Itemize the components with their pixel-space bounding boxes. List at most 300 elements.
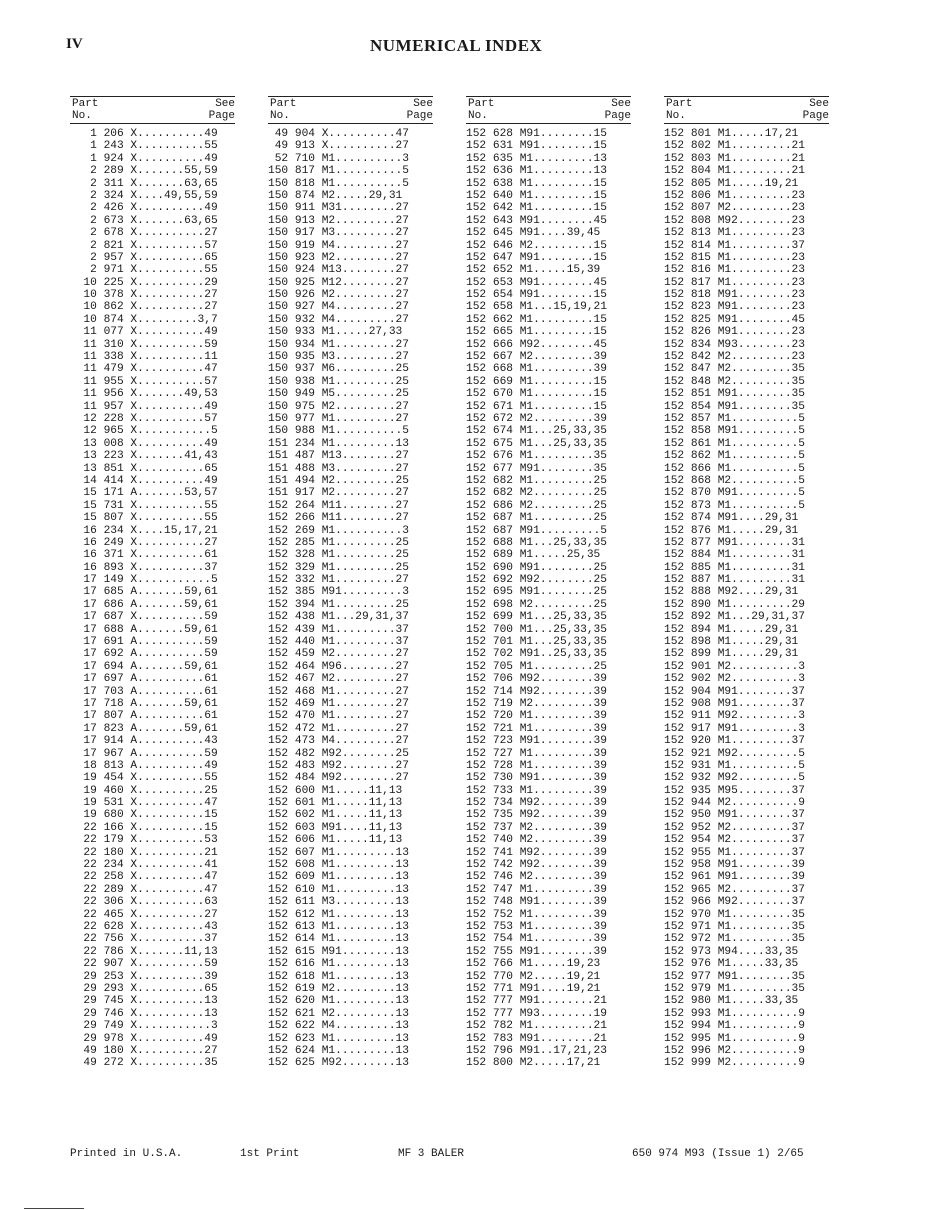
index-entry: 152 653 M91........45 [466, 276, 607, 289]
index-entry: 22 258 X..........47 [70, 871, 218, 884]
index-entry: 152 702 M91..25,33,35 [466, 648, 607, 661]
index-entry: 152 672 M2.........39 [466, 412, 607, 425]
header-see-page: See Page [802, 98, 829, 122]
index-entry: 152 842 M2.........23 [664, 351, 805, 364]
index-entry: 152 611 M3.........13 [268, 896, 409, 909]
index-entry: 152 854 M91........35 [664, 400, 805, 413]
index-entry: 152 701 M1...25,33,35 [466, 636, 607, 649]
index-entry: 152 647 M91........15 [466, 251, 607, 264]
index-entry: 152 682 M1.........25 [466, 474, 607, 487]
index-entry: 152 771 M91....19,21 [466, 982, 601, 995]
index-entry: 152 636 M1.........13 [466, 165, 607, 178]
index-entry: 152 620 M1.........13 [268, 995, 409, 1008]
index-entry: 13 851 X..........65 [70, 462, 218, 475]
index-entry: 152 892 M1...29,31,37 [664, 611, 805, 624]
index-rows [268, 124, 433, 1070]
index-entry: 17 823 A.......59,61 [70, 722, 218, 735]
index-entry: 150 975 M2.........27 [268, 400, 409, 413]
index-entry: 152 654 M91........15 [466, 289, 607, 302]
index-entry: 150 911 M31........27 [268, 202, 409, 215]
index-entry: 17 692 A..........59 [70, 648, 218, 661]
index-entry: 150 924 M13........27 [268, 264, 409, 277]
index-entry: 152 999 M2..........9 [664, 1057, 805, 1070]
index-entry: 152 973 M94....33,35 [664, 945, 799, 958]
index-entry: 152 645 M91....39,45 [466, 227, 601, 240]
index-entry: 22 907 X..........59 [70, 958, 218, 971]
index-entry: 152 602 M1.....11,13 [268, 809, 403, 822]
index-entry: 22 289 X..........47 [70, 883, 218, 896]
index-entry: 152 440 M1.........37 [268, 636, 409, 649]
index-entry: 152 328 M1.........25 [268, 549, 409, 562]
index-entry: 29 978 X..........49 [70, 1032, 218, 1045]
index-entry: 152 721 M1.........39 [466, 722, 607, 735]
index-entry: 152 646 M2.........15 [466, 239, 607, 252]
index-entry: 152 635 M1.........13 [466, 152, 607, 165]
column-header [70, 96, 235, 124]
index-entry: 152 706 M92........39 [466, 673, 607, 686]
index-entry: 152 464 M96........27 [268, 660, 409, 673]
index-entry: 152 613 M1.........13 [268, 921, 409, 933]
index-entry: 152 600 M1.....11,13 [268, 784, 403, 797]
index-entry: 152 815 M1.........23 [664, 251, 805, 264]
index-entry: 152 958 M91........39 [664, 859, 805, 872]
index-entry: 17 149 X...........5 [70, 574, 218, 587]
index-entry: 152 687 M91.........5 [466, 524, 607, 537]
index-entry: 152 601 M1.....11,13 [268, 797, 403, 810]
page-title: NUMERICAL INDEX [370, 36, 543, 55]
index-entry: 19 680 X..........15 [70, 809, 218, 822]
index-entry: 152 735 M92........39 [466, 809, 607, 822]
index-entry: 152 730 M91........39 [466, 772, 607, 785]
index-entry: 150 913 M2.........27 [268, 214, 409, 227]
index-entry: 152 904 M91........37 [664, 685, 805, 698]
index-entry: 152 826 M91........23 [664, 326, 805, 339]
index-entry: 12 965 X...........5 [70, 425, 218, 438]
index-entry: 152 689 M1.....25,35 [466, 549, 601, 562]
index-entry: 152 920 M1.........37 [664, 735, 805, 748]
index-entry: 10 874 X.........3,7 [70, 313, 218, 326]
index-entry: 152 800 M2.....17,21 [466, 1057, 601, 1070]
index-entry: 19 460 X..........25 [70, 784, 218, 797]
index-entry: 152 808 M92........23 [664, 214, 805, 227]
index-entry: 151 917 M2.........27 [268, 487, 409, 500]
header-part: Part No. [270, 98, 297, 122]
index-entry: 152 665 M1.........15 [466, 326, 607, 339]
index-entry: 152 755 M91........39 [466, 945, 607, 958]
index-entry: 152 857 M1..........5 [664, 412, 805, 425]
index-entry: 22 179 X..........53 [70, 834, 218, 847]
index-entry: 150 917 M3.........27 [268, 227, 409, 240]
index-entry: 152 966 M92........37 [664, 896, 805, 909]
index-entry: 152 921 M92.........5 [664, 747, 805, 760]
index-entry: 152 995 M1..........9 [664, 1032, 805, 1045]
index-entry: 49 272 X..........35 [70, 1057, 218, 1070]
index-entry: 152 777 M91........21 [466, 995, 607, 1008]
index-entry: 152 873 M1..........5 [664, 499, 805, 512]
index-entry: 152 911 M92.........3 [664, 710, 805, 723]
index-entry: 152 468 M1.........27 [268, 685, 409, 698]
index-entry: 17 914 A..........43 [70, 735, 218, 748]
index-entry: 19 454 X..........55 [70, 772, 218, 785]
index-entry: 152 862 M1..........5 [664, 450, 805, 463]
index-entry: 2 311 X.......63,65 [70, 177, 218, 190]
index-entry: 17 967 A..........59 [70, 747, 218, 760]
index-entry: 152 733 M1.........39 [466, 784, 607, 797]
index-entry: 11 479 X..........47 [70, 363, 218, 376]
page-number: IV [66, 36, 83, 52]
index-entry: 11 956 X.......49,53 [70, 388, 218, 401]
index-column-3 [466, 96, 631, 1070]
index-entry: 152 688 M1...25,33,35 [466, 536, 607, 549]
bottom-rule [24, 1208, 84, 1209]
index-entry: 152 818 M91........23 [664, 289, 805, 302]
index-entry: 152 467 M2.........27 [268, 673, 409, 686]
index-entry: 150 988 M1..........5 [268, 425, 409, 438]
index-entry: 152 887 M1.........31 [664, 574, 805, 587]
index-entry: 152 621 M2.........13 [268, 1007, 409, 1020]
index-entry: 11 338 X..........11 [70, 351, 218, 364]
index-entry: 29 745 X..........13 [70, 995, 218, 1008]
index-entry: 152 666 M92........45 [466, 338, 607, 351]
index-entry: 150 817 M1..........5 [268, 165, 409, 178]
index-entry: 11 310 X..........59 [70, 338, 218, 351]
index-entry: 152 482 M92........25 [268, 747, 409, 760]
index-entry: 152 614 M1.........13 [268, 933, 409, 946]
index-entry: 152 747 M1.........39 [466, 883, 607, 896]
index-entry: 14 414 X..........49 [70, 474, 218, 487]
index-entry: 152 954 M2.........37 [664, 834, 805, 847]
index-entry: 2 426 X..........49 [70, 202, 218, 215]
index-entry: 152 888 M92....29,31 [664, 586, 799, 599]
index-entry: 152 329 M1.........25 [268, 561, 409, 574]
index-entry: 16 249 X..........27 [70, 536, 218, 549]
index-entry: 29 749 X...........3 [70, 1020, 218, 1033]
index-entry: 150 923 M2.........27 [268, 251, 409, 264]
index-entry: 152 980 M1.....33,35 [664, 995, 799, 1008]
index-entry: 152 868 M2..........5 [664, 474, 805, 487]
footer-machine: MF 3 BALER [398, 1148, 465, 1160]
index-entry: 49 913 X..........27 [268, 140, 409, 153]
index-entry: 17 697 A..........61 [70, 673, 218, 686]
index-entry: 29 293 X..........65 [70, 982, 218, 995]
index-entry: 150 934 M1.........27 [268, 338, 409, 351]
index-entry: 152 851 M91........35 [664, 388, 805, 401]
index-entry: 152 394 M1.........25 [268, 598, 409, 611]
index-entry: 29 746 X..........13 [70, 1007, 218, 1020]
index-entry: 152 603 M91....11,13 [268, 821, 403, 834]
index-entry: 152 642 M1.........15 [466, 202, 607, 215]
index-entry: 152 714 M92........39 [466, 685, 607, 698]
index-entry: 2 673 X.......63,65 [70, 214, 218, 227]
index-entry: 152 699 M1...25,33,35 [466, 611, 607, 624]
index-entry: 15 731 X..........55 [70, 499, 218, 512]
index-entry: 152 802 M1.........21 [664, 140, 805, 153]
index-entry: 152 894 M1.....29,31 [664, 623, 799, 636]
index-entry: 152 667 M2.........39 [466, 351, 607, 364]
index-entry: 152 631 M91........15 [466, 140, 607, 153]
column-header [466, 96, 631, 124]
index-entry: 152 728 M1.........39 [466, 759, 607, 772]
index-entry: 22 465 X..........27 [70, 908, 218, 921]
index-entry: 150 925 M12........27 [268, 276, 409, 289]
index-entry: 150 919 M4.........27 [268, 239, 409, 252]
index-rows [664, 124, 829, 1070]
index-entry: 152 670 M1.........15 [466, 388, 607, 401]
index-entry: 152 994 M1..........9 [664, 1020, 805, 1033]
index-column-4 [664, 96, 829, 1070]
index-entry: 17 685 A.......59,61 [70, 586, 218, 599]
index-entry: 152 993 M1..........9 [664, 1007, 805, 1020]
index-entry: 1 924 X..........49 [70, 152, 218, 165]
index-entry: 152 783 M91........21 [466, 1032, 607, 1045]
index-entry: 152 777 M93........19 [466, 1007, 607, 1020]
index-entry: 152 692 M92........25 [466, 574, 607, 587]
index-entry: 152 473 M4.........27 [268, 735, 409, 748]
index-entry: 152 746 M2.........39 [466, 871, 607, 884]
index-entry: 49 180 X..........27 [70, 1044, 218, 1057]
index-entry: 152 961 M91........39 [664, 871, 805, 884]
index-entry: 152 801 M1.....17,21 [664, 128, 799, 140]
index-entry: 150 927 M4.........27 [268, 301, 409, 314]
index-entry: 150 932 M4.........27 [268, 313, 409, 326]
index-entry: 152 806 M1.........23 [664, 189, 805, 202]
index-entry: 152 658 M1...15,19,21 [466, 301, 607, 314]
index-entry: 152 885 M1.........31 [664, 561, 805, 574]
index-entry: 152 640 M1.........15 [466, 189, 607, 202]
index-entry: 2 324 X....49,55,59 [70, 189, 218, 202]
index-entry: 152 971 M1.........35 [664, 921, 805, 933]
index-entry: 152 615 M91........13 [268, 945, 409, 958]
index-entry: 151 488 M3.........27 [268, 462, 409, 475]
index-entry: 22 786 X.......11,13 [70, 945, 218, 958]
index-entry: 152 469 M1.........27 [268, 697, 409, 710]
index-entry: 152 890 M1.........29 [664, 598, 805, 611]
index-entry: 19 531 X..........47 [70, 797, 218, 810]
index-entry: 152 770 M2.....19,21 [466, 970, 601, 983]
index-entry: 150 938 M1.........25 [268, 375, 409, 388]
index-entry: 52 710 M1..........3 [268, 152, 409, 165]
index-entry: 152 675 M1...25,33,35 [466, 437, 607, 450]
index-entry: 152 622 M4.........13 [268, 1020, 409, 1033]
index-entry: 150 949 M5.........25 [268, 388, 409, 401]
index-entry: 152 965 M2.........37 [664, 883, 805, 896]
index-entry: 151 494 M2.........25 [268, 474, 409, 487]
index-entry: 152 931 M1..........5 [664, 759, 805, 772]
footer-doc-ref: 650 974 M93 (Issue 1) 2/65 [632, 1148, 804, 1160]
index-rows [70, 124, 235, 1070]
index-entry: 152 608 M1.........13 [268, 859, 409, 872]
index-entry: 22 234 X..........41 [70, 859, 218, 872]
index-entry: 1 206 X..........49 [70, 128, 218, 140]
index-entry: 11 957 X..........49 [70, 400, 218, 413]
index-entry: 152 803 M1.........21 [664, 152, 805, 165]
index-entry: 152 686 M2.........25 [466, 499, 607, 512]
index-entry: 152 606 M1.....11,13 [268, 834, 403, 847]
index-entry: 150 977 M1.........27 [268, 412, 409, 425]
index-entry: 10 378 X..........27 [70, 289, 218, 302]
index-entry: 152 671 M1.........15 [466, 400, 607, 413]
index-entry: 152 285 M1.........25 [268, 536, 409, 549]
index-entry: 152 612 M1.........13 [268, 908, 409, 921]
index-entry: 152 609 M1.........13 [268, 871, 409, 884]
index-entry: 150 874 M2.....29,31 [268, 189, 403, 202]
index-entry: 152 470 M1.........27 [268, 710, 409, 723]
index-entry: 152 748 M91........39 [466, 896, 607, 909]
index-entry: 152 269 M1..........3 [268, 524, 409, 537]
index-entry: 2 957 X..........65 [70, 251, 218, 264]
index-entry: 16 371 X..........61 [70, 549, 218, 562]
index-entry: 17 687 X..........59 [70, 611, 218, 624]
index-entry: 152 902 M2..........3 [664, 673, 805, 686]
index-entry: 16 893 X..........37 [70, 561, 218, 574]
index-entry: 11 955 X..........57 [70, 375, 218, 388]
index-entry: 152 848 M2.........35 [664, 375, 805, 388]
index-rows [466, 124, 631, 1070]
header-part: Part No. [666, 98, 693, 122]
index-entry: 11 077 X..........49 [70, 326, 218, 339]
index-entry: 152 719 M2.........39 [466, 697, 607, 710]
header-see-page: See Page [406, 98, 433, 122]
index-entry: 152 866 M1..........5 [664, 462, 805, 475]
index-entry: 152 727 M1.........39 [466, 747, 607, 760]
index-entry: 150 937 M6.........25 [268, 363, 409, 376]
index-entry: 152 979 M1.........35 [664, 982, 805, 995]
index-entry: 152 861 M1..........5 [664, 437, 805, 450]
index-entry: 18 813 A..........49 [70, 759, 218, 772]
footer-printed: Printed in U.S.A. [70, 1148, 183, 1160]
index-entry: 152 677 M91........35 [466, 462, 607, 475]
index-entry: 150 935 M3.........27 [268, 351, 409, 364]
index-column-1 [70, 96, 235, 1070]
index-entry: 152 687 M1.........25 [466, 512, 607, 525]
index-entry: 152 737 M2.........39 [466, 821, 607, 834]
index-entry: 152 858 M91.........5 [664, 425, 805, 438]
index-entry: 152 619 M2.........13 [268, 982, 409, 995]
index-entry: 152 623 M1.........13 [268, 1032, 409, 1045]
index-entry: 150 933 M1.....27,33 [268, 326, 403, 339]
index-entry: 152 624 M1.........13 [268, 1044, 409, 1057]
index-entry: 152 742 M92........39 [466, 859, 607, 872]
index-entry: 152 898 M1.....29,31 [664, 636, 799, 649]
index-entry: 152 705 M1.........25 [466, 660, 607, 673]
index-entry: 152 977 M91........35 [664, 970, 805, 983]
header-see-page: See Page [604, 98, 631, 122]
index-entry: 152 638 M1.........15 [466, 177, 607, 190]
index-entry: 152 740 M2.........39 [466, 834, 607, 847]
index-entry: 152 816 M1.........23 [664, 264, 805, 277]
index-entry: 152 698 M2.........25 [466, 598, 607, 611]
index-entry: 152 438 M1...29,31,37 [268, 611, 409, 624]
column-header [268, 96, 433, 124]
index-entry: 152 643 M91........45 [466, 214, 607, 227]
index-entry: 152 847 M2.........35 [664, 363, 805, 376]
index-entry: 152 266 M11........27 [268, 512, 409, 525]
index-entry: 22 628 X..........43 [70, 921, 218, 933]
index-entry: 152 908 M91........37 [664, 697, 805, 710]
index-entry: 152 950 M91........37 [664, 809, 805, 822]
index-entry: 152 876 M1.....29,31 [664, 524, 799, 537]
index-entry: 152 483 M92........27 [268, 759, 409, 772]
index-entry: 152 817 M1.........23 [664, 276, 805, 289]
index-column-2 [268, 96, 433, 1070]
index-entry: 22 166 X..........15 [70, 821, 218, 834]
index-entry: 152 607 M1.........13 [268, 846, 409, 859]
column-header [664, 96, 829, 124]
index-entry: 152 610 M1.........13 [268, 883, 409, 896]
index-entry: 17 703 A..........61 [70, 685, 218, 698]
index-entry: 49 904 X..........47 [268, 128, 409, 140]
index-entry: 152 668 M1.........39 [466, 363, 607, 376]
index-entry: 152 976 M1.....33,35 [664, 958, 799, 971]
index-entry: 17 694 A.......59,61 [70, 660, 218, 673]
index-entry: 22 306 X..........63 [70, 896, 218, 909]
index-entry: 151 234 M1.........13 [268, 437, 409, 450]
index-entry: 150 926 M2.........27 [268, 289, 409, 302]
index-entry: 152 804 M1.........21 [664, 165, 805, 178]
index-entry: 10 862 X..........27 [70, 301, 218, 314]
index-entry: 15 171 A.......53,57 [70, 487, 218, 500]
index-entry: 152 741 M92........39 [466, 846, 607, 859]
index-entry: 152 754 M1.........39 [466, 933, 607, 946]
index-entry: 152 884 M1.........31 [664, 549, 805, 562]
index-entry: 152 676 M1.........35 [466, 450, 607, 463]
index-entry: 152 264 M11........27 [268, 499, 409, 512]
index-entry: 17 688 A.......59,61 [70, 623, 218, 636]
index-entry: 29 253 X..........39 [70, 970, 218, 983]
index-entry: 152 484 M92........27 [268, 772, 409, 785]
index-entry: 152 662 M1.........15 [466, 313, 607, 326]
footer-print-edition: 1st Print [240, 1148, 300, 1160]
index-entry: 152 669 M1.........15 [466, 375, 607, 388]
index-entry: 152 472 M1.........27 [268, 722, 409, 735]
index-entry: 2 289 X.......55,59 [70, 165, 218, 178]
index-entry: 152 753 M1.........39 [466, 921, 607, 933]
index-entry: 152 332 M1.........27 [268, 574, 409, 587]
index-entry: 152 814 M1.........37 [664, 239, 805, 252]
index-entry: 152 766 M1.....19,23 [466, 958, 601, 971]
index-entry: 152 901 M2..........3 [664, 660, 805, 673]
index-entry: 152 996 M2..........9 [664, 1044, 805, 1057]
index-entry: 152 652 M1.....15,39 [466, 264, 601, 277]
index-entry: 17 691 A..........59 [70, 636, 218, 649]
index-entry: 152 955 M1.........37 [664, 846, 805, 859]
index-entry: 152 618 M1.........13 [268, 970, 409, 983]
index-entry: 152 682 M2.........25 [466, 487, 607, 500]
index-entry: 152 972 M1.........35 [664, 933, 805, 946]
index-entry: 152 917 M91.........3 [664, 722, 805, 735]
index-entry: 17 686 A.......59,61 [70, 598, 218, 611]
index-entry: 152 439 M1.........37 [268, 623, 409, 636]
index-entry: 151 487 M13........27 [268, 450, 409, 463]
index-entry: 152 877 M91........31 [664, 536, 805, 549]
index-entry: 152 874 M91....29,31 [664, 512, 799, 525]
index-entry: 152 734 M92........39 [466, 797, 607, 810]
index-entry: 152 823 M91........23 [664, 301, 805, 314]
index-entry: 2 821 X..........57 [70, 239, 218, 252]
index-entry: 152 700 M1...25,33,35 [466, 623, 607, 636]
index-entry: 150 818 M1..........5 [268, 177, 409, 190]
index-entry: 152 616 M1.........13 [268, 958, 409, 971]
index-entry: 152 690 M91........25 [466, 561, 607, 574]
index-entry: 152 970 M1.........35 [664, 908, 805, 921]
index-entry: 13 008 X..........49 [70, 437, 218, 450]
index-entry: 17 718 A.......59,61 [70, 697, 218, 710]
index-entry: 2 678 X..........27 [70, 227, 218, 240]
index-entry: 15 807 X..........55 [70, 512, 218, 525]
index-entry: 13 223 X.......41,43 [70, 450, 218, 463]
index-entry: 152 674 M1...25,33,35 [466, 425, 607, 438]
index-entry: 152 932 M92.........5 [664, 772, 805, 785]
